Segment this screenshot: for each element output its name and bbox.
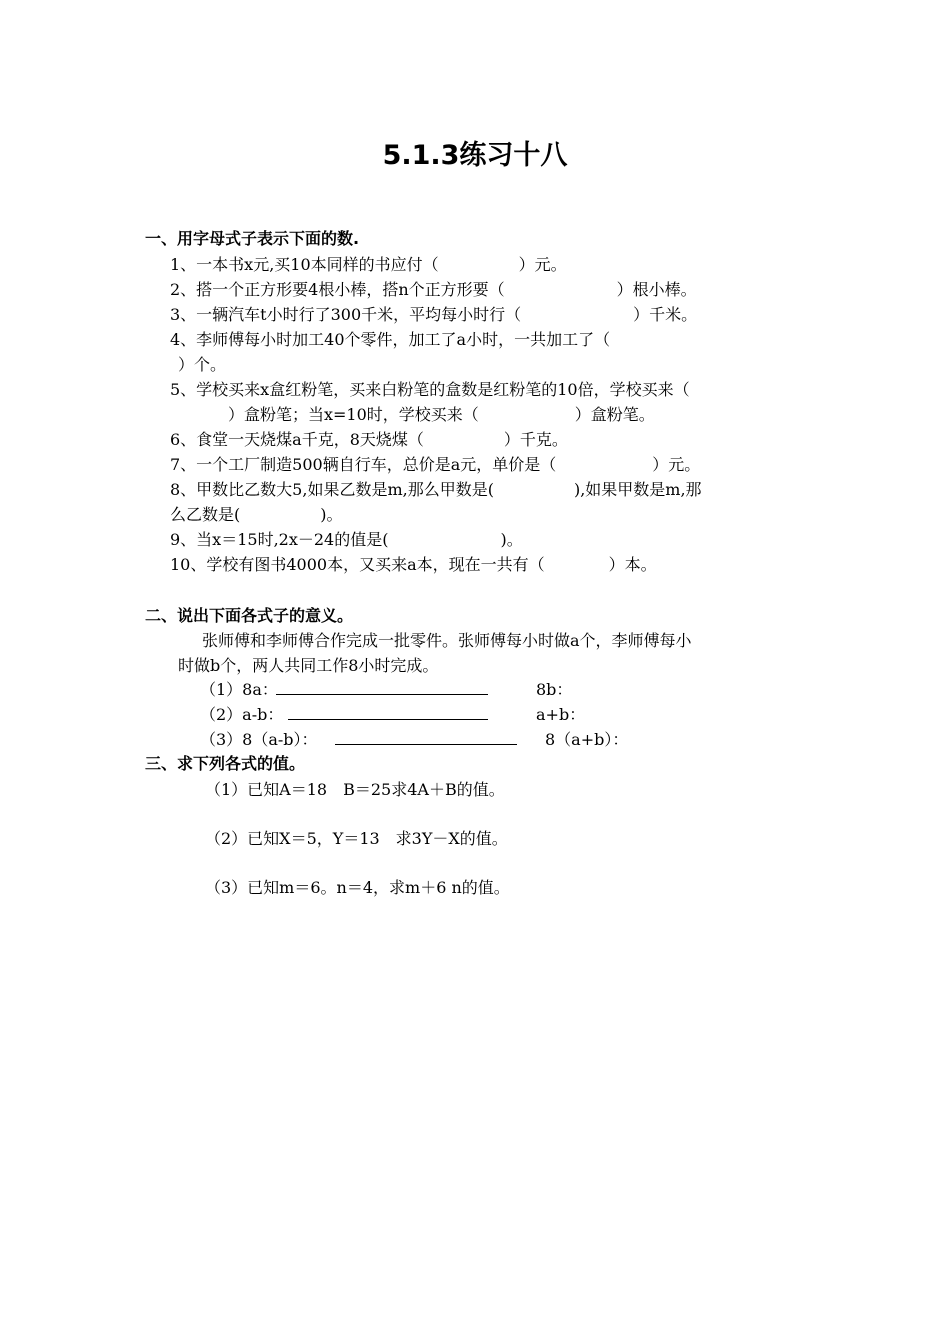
meaning-item-2-answer-line[interactable] <box>288 705 488 720</box>
section2-para-2: 时做b个，两人共同工作8小时完成。 <box>178 656 439 675</box>
question-6: 6、食堂一天烧煤a千克，8天烧煤（ ）千克。 <box>170 430 568 449</box>
evaluate-item-3: （3）已知m＝6。n＝4，求m＋6 n的值。 <box>205 878 510 897</box>
question-4-cont: ）个。 <box>178 355 227 374</box>
section1-heading: 一、用字母式子表示下面的数. <box>145 229 360 248</box>
meaning-item-1-right-label: 8b： <box>536 680 573 699</box>
section2-para-1: 张师傅和李师傅合作完成一批零件。张师傅每小时做a个，李师傅每小 <box>202 631 692 650</box>
meaning-item-3-label: （3）8（a-b）： <box>200 730 318 749</box>
meaning-item-2-right-label: a+b： <box>536 705 586 724</box>
meaning-item-3-right-label: 8（a+b）： <box>545 730 629 749</box>
question-4: 4、李师傅每小时加工40个零件，加工了a小时，一共加工了（ <box>170 330 611 349</box>
meaning-item-3-answer-line[interactable] <box>335 730 517 745</box>
question-8: 8、甲数比乙数大5,如果乙数是m,那么甲数是( ),如果甲数是m,那 <box>170 480 702 499</box>
meaning-item-1-label: （1）8a： <box>200 680 278 699</box>
question-2: 2、搭一个正方形要4根小棒，搭n个正方形要（ ）根小棒。 <box>170 280 697 299</box>
section3-heading: 三、求下列各式的值。 <box>145 754 306 773</box>
meaning-item-2-label: （2）a-b： <box>200 705 284 724</box>
evaluate-item-1: （1）已知A＝18 B＝25求4A＋B的值。 <box>205 780 505 799</box>
question-8-cont: 么乙数是( )。 <box>170 505 343 524</box>
question-3: 3、一辆汽车t小时行了300千米，平均每小时行（ ）千米。 <box>170 305 698 324</box>
question-10: 10、学校有图书4000本，又买来a本，现在一共有（ ）本。 <box>170 555 657 574</box>
question-1: 1、一本书x元,买10本同样的书应付（ ）元。 <box>170 255 567 274</box>
evaluate-item-2: （2）已知X＝5，Y＝13 求3Y－X的值。 <box>205 829 508 848</box>
question-9: 9、当x＝15时,2x－24的值是( )。 <box>170 530 523 549</box>
question-5: 5、学校买来x盒红粉笔，买来白粉笔的盒数是红粉笔的10倍，学校买来（ <box>170 380 690 399</box>
section2-heading: 二、说出下面各式子的意义。 <box>145 606 354 625</box>
meaning-item-1-answer-line[interactable] <box>276 680 488 695</box>
question-5-cont: ）盒粉笔；当x=10时，学校买来（ ）盒粉笔。 <box>228 405 655 424</box>
question-7: 7、一个工厂制造500辆自行车，总价是a元，单价是（ ）元。 <box>170 455 701 474</box>
page-title: 5.1.3练习十八 <box>382 140 568 171</box>
